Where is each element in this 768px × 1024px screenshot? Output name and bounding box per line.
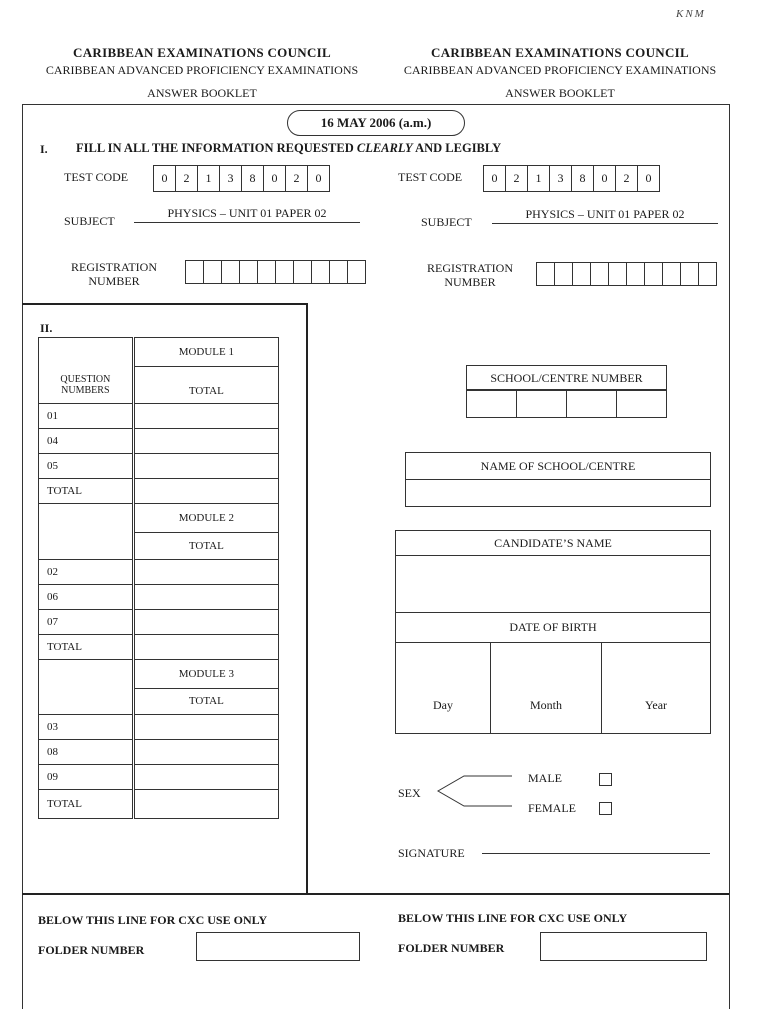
registration-digit-box[interactable] bbox=[627, 263, 645, 285]
council-title-right: CARIBBEAN EXAMINATIONS COUNCIL bbox=[431, 45, 689, 60]
date-of-birth-fields[interactable] bbox=[395, 642, 711, 734]
test-code-digit: 2 bbox=[176, 166, 198, 191]
q-header-blank bbox=[39, 533, 134, 560]
centre-digit-box[interactable] bbox=[617, 390, 666, 417]
module-1-total-label: TOTAL bbox=[39, 479, 134, 504]
test-code-digit: 8 bbox=[242, 166, 264, 191]
folder-number-field-left[interactable] bbox=[196, 932, 360, 961]
registration-label-line2: NUMBER bbox=[444, 275, 496, 289]
score-cell[interactable] bbox=[133, 429, 278, 454]
subject-value-right: PHYSICS – UNIT 01 PAPER 02 bbox=[492, 207, 718, 224]
folder-number-label-left: FOLDER NUMBER bbox=[38, 943, 145, 957]
registration-digit-box[interactable] bbox=[537, 263, 555, 285]
test-code-digit: 0 bbox=[315, 171, 322, 185]
score-cell[interactable] bbox=[133, 740, 278, 765]
module-1-title: MODULE 1 bbox=[133, 338, 278, 367]
school-name-field[interactable] bbox=[405, 478, 711, 507]
female-label: FEMALE bbox=[528, 801, 576, 815]
registration-digit-box[interactable] bbox=[240, 261, 258, 283]
subject-label-right: SUBJECT bbox=[421, 215, 472, 229]
date-of-birth-label: DATE OF BIRTH bbox=[395, 612, 711, 643]
test-code-digit: 0 bbox=[645, 171, 652, 185]
dob-year-cell[interactable] bbox=[602, 643, 710, 733]
folder-number-label-right: FOLDER NUMBER bbox=[398, 941, 505, 955]
registration-digit-box[interactable] bbox=[222, 261, 240, 283]
exam-date: 16 MAY 2006 (a.m.) bbox=[287, 110, 465, 136]
council-title-left: CARIBBEAN EXAMINATIONS COUNCIL bbox=[73, 45, 331, 60]
section-1-number: I. bbox=[40, 142, 48, 156]
subject-label-left: SUBJECT bbox=[64, 214, 115, 228]
signature-label: SIGNATURE bbox=[398, 846, 465, 860]
cxc-use-only-right: BELOW THIS LINE FOR CXC USE ONLY bbox=[398, 911, 628, 925]
module-2-total-header: TOTAL bbox=[133, 533, 278, 560]
registration-number-boxes-right[interactable] bbox=[536, 262, 717, 286]
exam-title-right: CARIBBEAN ADVANCED PROFICIENCY EXAMINATIONS bbox=[403, 63, 717, 77]
centre-digit-box[interactable] bbox=[517, 390, 567, 417]
instruction-text: FILL IN ALL THE INFORMATION REQUESTED bbox=[76, 141, 354, 155]
test-code-digit: 2 bbox=[286, 166, 308, 191]
test-code-digit: 0 bbox=[264, 166, 286, 191]
candidate-name-field[interactable] bbox=[395, 554, 711, 613]
instruction-emphasis: CLEARLY bbox=[356, 141, 413, 155]
module-3-total-cell[interactable] bbox=[133, 790, 278, 819]
dob-year-label: Year bbox=[644, 698, 668, 712]
module-3-title: MODULE 3 bbox=[133, 659, 278, 688]
module-2-total-label: TOTAL bbox=[39, 634, 134, 659]
registration-digit-box[interactable] bbox=[699, 263, 716, 285]
score-cell[interactable] bbox=[133, 715, 278, 740]
module-1-total-cell[interactable] bbox=[133, 479, 278, 504]
score-cell[interactable] bbox=[133, 454, 278, 479]
registration-digit-box[interactable] bbox=[663, 263, 681, 285]
module-2-title: MODULE 2 bbox=[133, 504, 278, 533]
registration-label-line1: REGISTRATION bbox=[427, 261, 513, 275]
registration-digit-box[interactable] bbox=[573, 263, 591, 285]
test-code-boxes-left bbox=[153, 165, 330, 192]
registration-digit-box[interactable] bbox=[276, 261, 294, 283]
signature-line[interactable] bbox=[482, 853, 710, 854]
test-code-digit: 2 bbox=[616, 166, 638, 191]
instruction-text-end: AND LEGIBLY bbox=[415, 141, 502, 155]
q-header-blank bbox=[39, 659, 134, 688]
module-2-total-cell[interactable] bbox=[133, 634, 278, 659]
candidate-name-label: CANDIDATE’S NAME bbox=[395, 530, 711, 556]
module-1-total-header: TOTAL bbox=[133, 367, 278, 404]
registration-digit-box[interactable] bbox=[330, 261, 348, 283]
exam-title-left: CARIBBEAN ADVANCED PROFICIENCY EXAMINATIONS bbox=[45, 63, 359, 77]
test-code-digit: 3 bbox=[550, 166, 572, 191]
cxc-use-divider bbox=[22, 893, 729, 895]
male-label: MALE bbox=[528, 771, 562, 785]
centre-digit-box[interactable] bbox=[567, 390, 617, 417]
score-cell[interactable] bbox=[133, 559, 278, 584]
registration-digit-box[interactable] bbox=[645, 263, 663, 285]
registration-digit-box[interactable] bbox=[312, 261, 330, 283]
female-checkbox[interactable] bbox=[599, 802, 612, 815]
registration-digit-box[interactable] bbox=[186, 261, 204, 283]
dob-day-cell[interactable] bbox=[396, 643, 491, 733]
registration-digit-box[interactable] bbox=[294, 261, 312, 283]
question-number: 02 bbox=[39, 559, 134, 584]
test-code-digit: 1 bbox=[528, 166, 550, 191]
section-2-number: II. bbox=[40, 321, 53, 335]
test-code-boxes-right bbox=[483, 165, 660, 192]
subject-value-left: PHYSICS – UNIT 01 PAPER 02 bbox=[134, 206, 360, 223]
q-header-blank bbox=[39, 504, 134, 533]
test-code-label-right: TEST CODE bbox=[398, 170, 463, 184]
cxc-use-only-left: BELOW THIS LINE FOR CXC USE ONLY bbox=[38, 913, 268, 927]
registration-digit-box[interactable] bbox=[348, 261, 365, 283]
school-centre-number-boxes[interactable] bbox=[466, 389, 667, 418]
dob-month-label: Month bbox=[529, 698, 562, 712]
registration-label-line1: REGISTRATION bbox=[71, 260, 157, 274]
dob-month-cell[interactable] bbox=[491, 643, 602, 733]
registration-label-left bbox=[64, 260, 164, 288]
sex-label: SEX bbox=[398, 786, 421, 800]
folder-number-field-right[interactable] bbox=[540, 932, 707, 961]
q-header-blank bbox=[39, 338, 134, 367]
section-1-instruction bbox=[76, 141, 501, 156]
question-number: 03 bbox=[39, 715, 134, 740]
score-cell[interactable] bbox=[133, 404, 278, 429]
question-numbers-header: QUESTION NUMBERS bbox=[39, 367, 134, 404]
question-number: 09 bbox=[39, 765, 134, 790]
dob-day-label: Day bbox=[433, 698, 453, 712]
registration-digit-box[interactable] bbox=[258, 261, 276, 283]
module-3-total-label: TOTAL bbox=[39, 790, 134, 819]
question-number: 04 bbox=[39, 429, 134, 454]
test-code-digit: 2 bbox=[506, 166, 528, 191]
q-header-blank bbox=[39, 688, 134, 715]
registration-label-right bbox=[420, 261, 520, 289]
question-number: 01 bbox=[39, 404, 134, 429]
test-code-digit: 0 bbox=[594, 166, 616, 191]
test-code-digit: 0 bbox=[484, 166, 506, 191]
test-code-label-left: TEST CODE bbox=[64, 170, 129, 184]
test-code-digit: 3 bbox=[220, 166, 242, 191]
registration-label-line2: NUMBER bbox=[88, 274, 140, 288]
booklet-title-right: ANSWER BOOKLET bbox=[505, 86, 615, 100]
centre-digit-box[interactable] bbox=[467, 390, 517, 417]
test-code-digit: 1 bbox=[198, 166, 220, 191]
question-number: 05 bbox=[39, 454, 134, 479]
module-score-table bbox=[38, 337, 279, 819]
test-code-digit: 0 bbox=[154, 166, 176, 191]
registration-number-boxes-left[interactable] bbox=[185, 260, 366, 284]
registration-digit-box[interactable] bbox=[609, 263, 627, 285]
male-checkbox[interactable] bbox=[599, 773, 612, 786]
question-number: 06 bbox=[39, 584, 134, 609]
registration-digit-box[interactable] bbox=[204, 261, 222, 283]
question-number: 08 bbox=[39, 740, 134, 765]
school-centre-number-label: SCHOOL/CENTRE NUMBER bbox=[466, 365, 667, 391]
school-name-label: NAME OF SCHOOL/CENTRE bbox=[405, 452, 711, 480]
sex-bracket-icon bbox=[434, 772, 514, 810]
score-cell[interactable] bbox=[133, 765, 278, 790]
score-cell[interactable] bbox=[133, 609, 278, 634]
module-3-total-header: TOTAL bbox=[133, 688, 278, 715]
question-number: 07 bbox=[39, 609, 134, 634]
handwritten-initials: KNM bbox=[676, 8, 706, 20]
registration-digit-box[interactable] bbox=[555, 263, 573, 285]
registration-digit-box[interactable] bbox=[591, 263, 609, 285]
score-cell[interactable] bbox=[133, 584, 278, 609]
booklet-title-left: ANSWER BOOKLET bbox=[147, 86, 257, 100]
registration-digit-box[interactable] bbox=[681, 263, 699, 285]
test-code-digit: 8 bbox=[572, 166, 594, 191]
